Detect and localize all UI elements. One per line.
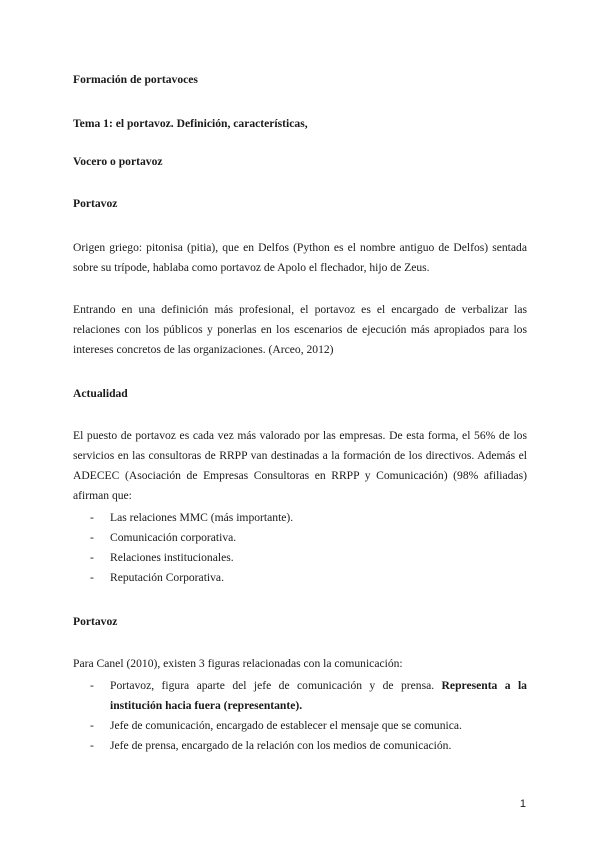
section-heading-portavoz: Portavoz	[73, 197, 118, 210]
bullet-dash: -	[90, 531, 94, 544]
bullet-dash: -	[90, 511, 94, 524]
bullet-dash: -	[90, 719, 94, 732]
origin-paragraph: Origen griego: pitonisa (pitia), que en Delfos (Python es el nombre antiguo de Delfos) sentada sobre su trípode, hablaba como portavoz de Apolo el flechador, hijo de Zeus.	[73, 241, 527, 274]
list-item-text: Las relaciones MMC (más importante).	[110, 511, 294, 524]
list-item	[73, 676, 527, 716]
list-item-text: Comunicación corporativa.	[110, 531, 237, 544]
canel-intro: Para Canel (2010), existen 3 figuras relacionadas con la comunicación:	[73, 657, 403, 670]
actualidad-paragraph: El puesto de portavoz es cada vez más valorado por las empresas. De esta forma, el 56% de los servicios en las consultoras de RRPP van destinadas a la formación de los directivos. Además el ADECEC (Asociación de Empresas Consultoras en RRPP y Comunicación) (98% afiliadas) afirman que:	[73, 429, 527, 502]
bullet-dash: -	[90, 571, 94, 584]
list-item	[73, 528, 527, 548]
figures-bullet-list	[73, 676, 527, 756]
list-item	[73, 736, 527, 756]
section-heading-portavoz-2: Portavoz	[73, 615, 118, 628]
list-item-text: Reputación Corporativa.	[110, 571, 224, 584]
document-title: Formación de portavoces	[73, 73, 198, 86]
list-item-text: Jefe de comunicación, encargado de establecer el mensaje que se comunica.	[110, 719, 462, 732]
bullet-dash: -	[90, 551, 94, 564]
definition-paragraph: Entrando en una definición más profesional, el portavoz es el encargado de verbalizar las relaciones con los públicos y ponerlas en los escenarios de ejecución más apropiados para los intereses concretos de las organizaciones. (Arceo, 2012)	[73, 303, 527, 356]
list-item	[73, 716, 527, 736]
list-item-text: Portavoz, figura aparte del jefe de comunicación y de prensa.	[110, 679, 435, 692]
actualidad-bullet-list	[73, 508, 527, 588]
bullet-dash: -	[90, 739, 94, 752]
bullet-dash: -	[90, 679, 94, 692]
section-heading-actualidad: Actualidad	[73, 387, 128, 400]
page-number: 1	[519, 798, 526, 810]
topic-heading: Tema 1: el portavoz. Definición, características,	[73, 117, 308, 130]
list-item	[73, 508, 527, 528]
list-item-text: Jefe de prensa, encargado de la relación con los medios de comunicación.	[110, 739, 452, 752]
list-item-emphasis: Representa a la institución hacia fuera (representante).	[110, 679, 527, 712]
subtitle-heading: Vocero o portavoz	[73, 155, 163, 168]
list-item	[73, 568, 527, 588]
list-item	[73, 548, 527, 568]
list-item-text: Relaciones institucionales.	[110, 551, 234, 564]
